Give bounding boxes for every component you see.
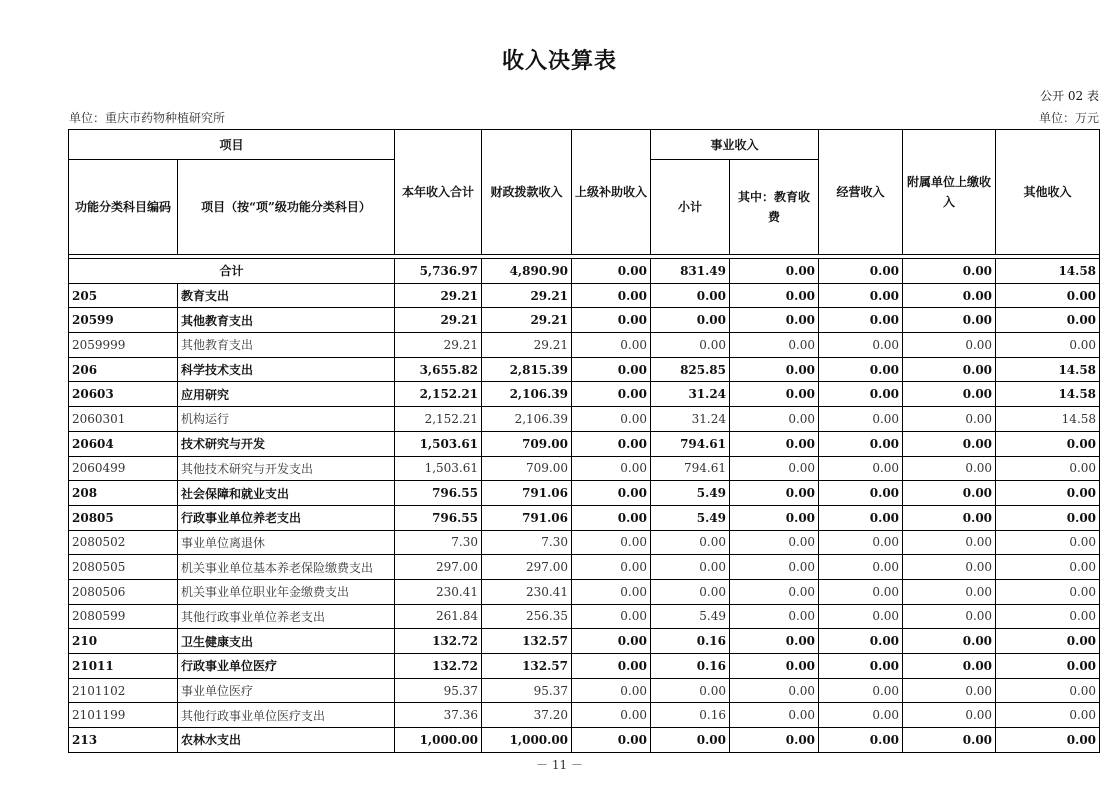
row-value: 709.00 [482,431,572,456]
page-title: 收入决算表 [501,48,617,74]
row-code: 20599 [69,308,178,333]
total-cell: 4,890.90 [482,259,572,284]
row-value: 297.00 [395,555,482,580]
row-name: 教育支出 [178,283,395,308]
table-row [69,604,1100,629]
row-value: 29.21 [395,308,482,333]
row-value: 791.06 [482,505,572,530]
row-value: 0.00 [996,308,1100,333]
total-label: 合计 [69,259,395,284]
row-value: 0.00 [996,678,1100,703]
row-value: 796.55 [395,481,482,506]
row-value: 0.00 [730,333,819,358]
row-value: 29.21 [482,308,572,333]
table-row [69,407,1100,432]
row-code: 210 [69,629,178,654]
row-value: 0.00 [819,703,903,728]
row-name: 科学技术支出 [178,357,395,382]
row-code: 2080506 [69,579,178,604]
row-value: 2,152.21 [395,382,482,407]
row-value: 0.00 [903,530,996,555]
header-superior-subsidy: 上级补助收入 [572,130,651,255]
row-code: 20805 [69,505,178,530]
row-value: 0.00 [819,283,903,308]
row-value: 2,106.39 [482,382,572,407]
table-row [69,431,1100,456]
header-project: 项目 [69,130,395,160]
row-value: 0.00 [819,728,903,753]
row-value: 1,000.00 [395,728,482,753]
row-value: 0.00 [730,678,819,703]
row-value: 0.00 [819,505,903,530]
row-value: 0.00 [572,357,651,382]
row-value: 0.00 [819,481,903,506]
header-other-income: 其他收入 [996,130,1100,255]
row-code: 20604 [69,431,178,456]
row-value: 0.00 [651,283,730,308]
row-value: 0.00 [730,407,819,432]
row-value: 132.57 [482,654,572,679]
row-value: 0.00 [730,481,819,506]
row-code: 2080502 [69,530,178,555]
row-name: 应用研究 [178,382,395,407]
row-value: 0.00 [819,308,903,333]
row-value: 0.00 [819,382,903,407]
row-value: 0.00 [572,407,651,432]
row-name: 事业单位医疗 [178,678,395,703]
table-row [69,579,1100,604]
row-value: 0.00 [730,703,819,728]
row-value: 95.37 [482,678,572,703]
row-value: 0.00 [819,678,903,703]
table-row [69,728,1100,753]
row-value: 5.49 [651,604,730,629]
row-value: 0.00 [903,505,996,530]
row-value: 0.00 [996,481,1100,506]
total-cell: 0.00 [903,259,996,284]
row-value: 0.00 [730,654,819,679]
row-value: 0.00 [903,703,996,728]
row-code: 2101102 [69,678,178,703]
header-affiliated-income: 附属单位上缴收入 [903,130,996,255]
row-name: 机关事业单位基本养老保险缴费支出 [178,555,395,580]
row-value: 31.24 [651,382,730,407]
row-code: 2060499 [69,456,178,481]
row-value: 0.00 [730,456,819,481]
row-value: 0.00 [572,283,651,308]
row-value: 230.41 [395,579,482,604]
row-value: 0.00 [730,308,819,333]
row-code: 21011 [69,654,178,679]
row-value: 0.16 [651,654,730,679]
row-value: 794.61 [651,456,730,481]
page-number: － 11 － [536,758,583,772]
row-value: 37.20 [482,703,572,728]
row-value: 0.00 [730,505,819,530]
row-value: 0.00 [996,431,1100,456]
row-value: 709.00 [482,456,572,481]
header-subtotal: 小计 [651,160,730,255]
row-code: 2060301 [69,407,178,432]
row-value: 0.00 [996,654,1100,679]
row-value: 0.00 [651,333,730,358]
row-value: 0.00 [996,703,1100,728]
unit-organization: 单位：重庆市药物种植研究所 [69,111,226,125]
row-value: 29.21 [482,283,572,308]
row-name: 机关事业单位职业年金缴费支出 [178,579,395,604]
row-value: 261.84 [395,604,482,629]
row-name: 行政事业单位养老支出 [178,505,395,530]
row-value: 0.00 [996,579,1100,604]
row-value: 0.00 [730,382,819,407]
row-name: 农林水支出 [178,728,395,753]
row-value: 0.00 [651,308,730,333]
row-value: 0.00 [903,407,996,432]
row-value: 0.00 [903,555,996,580]
total-cell: 0.00 [730,259,819,284]
row-value: 14.58 [996,407,1100,432]
row-value: 0.00 [996,629,1100,654]
table-row [69,308,1100,333]
row-value: 29.21 [482,333,572,358]
row-value: 0.00 [819,456,903,481]
row-value: 0.00 [572,456,651,481]
row-code: 20603 [69,382,178,407]
row-value: 0.00 [819,629,903,654]
row-value: 0.00 [819,555,903,580]
row-value: 0.00 [730,357,819,382]
row-value: 0.00 [903,333,996,358]
row-name: 其他技术研究与开发支出 [178,456,395,481]
row-value: 256.35 [482,604,572,629]
row-value: 0.00 [651,579,730,604]
row-value: 0.00 [819,579,903,604]
row-value: 0.00 [819,654,903,679]
table-row [69,703,1100,728]
row-name: 技术研究与开发 [178,431,395,456]
row-value: 0.00 [996,333,1100,358]
row-value: 0.00 [903,283,996,308]
row-value: 0.00 [996,456,1100,481]
row-value: 0.00 [572,555,651,580]
row-value: 0.00 [572,604,651,629]
row-value: 0.00 [651,678,730,703]
row-value: 132.72 [395,654,482,679]
table-row [69,530,1100,555]
row-name: 社会保障和就业支出 [178,481,395,506]
row-value: 0.00 [572,629,651,654]
total-cell: 5,736.97 [395,259,482,284]
table-row [69,283,1100,308]
row-name: 机构运行 [178,407,395,432]
row-value: 0.00 [996,604,1100,629]
row-value: 0.00 [730,579,819,604]
row-value: 0.00 [903,456,996,481]
total-cell: 831.49 [651,259,730,284]
header-business-income: 事业收入 [651,130,819,160]
row-value: 230.41 [482,579,572,604]
row-value: 95.37 [395,678,482,703]
row-value: 2,815.39 [482,357,572,382]
row-value: 0.00 [572,703,651,728]
row-code: 206 [69,357,178,382]
table-row [69,333,1100,358]
row-value: 0.00 [572,678,651,703]
row-value: 5.49 [651,505,730,530]
table-row [69,481,1100,506]
row-value: 0.16 [651,703,730,728]
total-row [69,259,1100,284]
row-value: 0.00 [903,678,996,703]
row-value: 7.30 [395,530,482,555]
row-code: 2101199 [69,703,178,728]
row-value: 5.49 [651,481,730,506]
row-value: 796.55 [395,505,482,530]
row-value: 0.00 [572,579,651,604]
row-value: 0.00 [651,728,730,753]
row-code: 2080599 [69,604,178,629]
header-item-name: 项目（按“项”级功能分类科目） [178,160,395,255]
row-value: 3,655.82 [395,357,482,382]
row-value: 29.21 [395,283,482,308]
table-row [69,357,1100,382]
row-code: 213 [69,728,178,753]
row-value: 0.00 [572,654,651,679]
row-code: 2059999 [69,333,178,358]
row-name: 事业单位离退休 [178,530,395,555]
row-value: 791.06 [482,481,572,506]
row-value: 0.00 [819,530,903,555]
row-value: 1,000.00 [482,728,572,753]
row-value: 0.00 [572,333,651,358]
row-value: 297.00 [482,555,572,580]
table-row [69,555,1100,580]
row-value: 1,503.61 [395,431,482,456]
row-value: 825.85 [651,357,730,382]
income-table [68,129,1100,753]
row-value: 0.00 [996,505,1100,530]
row-value: 0.00 [572,382,651,407]
row-name: 其他教育支出 [178,308,395,333]
row-value: 0.00 [572,505,651,530]
row-value: 0.16 [651,629,730,654]
row-value: 0.00 [903,382,996,407]
row-value: 0.00 [819,333,903,358]
row-value: 0.00 [903,654,996,679]
row-value: 0.00 [819,604,903,629]
total-cell: 0.00 [819,259,903,284]
row-value: 0.00 [903,308,996,333]
row-name: 其他行政事业单位养老支出 [178,604,395,629]
row-code: 208 [69,481,178,506]
table-row [69,505,1100,530]
row-value: 0.00 [730,629,819,654]
row-value: 132.72 [395,629,482,654]
row-code: 2080505 [69,555,178,580]
unit-currency: 单位：万元 [1038,111,1099,125]
row-value: 0.00 [572,530,651,555]
header-education-fee: 其中：教育收费 [730,160,819,255]
row-value: 0.00 [730,283,819,308]
row-value: 132.57 [482,629,572,654]
row-value: 0.00 [730,728,819,753]
table-row [69,654,1100,679]
row-value: 0.00 [819,431,903,456]
row-name: 其他行政事业单位医疗支出 [178,703,395,728]
row-value: 29.21 [395,333,482,358]
header-total-income: 本年收入合计 [395,130,482,255]
row-name: 卫生健康支出 [178,629,395,654]
row-value: 0.00 [730,431,819,456]
row-value: 0.00 [819,407,903,432]
row-value: 0.00 [572,431,651,456]
row-value: 0.00 [996,728,1100,753]
row-value: 0.00 [903,728,996,753]
row-value: 0.00 [903,579,996,604]
row-value: 0.00 [903,604,996,629]
row-value: 0.00 [903,629,996,654]
row-value: 0.00 [996,530,1100,555]
row-value: 0.00 [903,481,996,506]
row-value: 0.00 [572,728,651,753]
table-row [69,456,1100,481]
row-value: 0.00 [730,555,819,580]
row-value: 0.00 [651,530,730,555]
table-row [69,382,1100,407]
row-value: 14.58 [996,357,1100,382]
header-operating-income: 经营收入 [819,130,903,255]
row-value: 794.61 [651,431,730,456]
row-value: 37.36 [395,703,482,728]
total-cell: 0.00 [572,259,651,284]
header-fiscal-income: 财政拨款收入 [482,130,572,255]
row-value: 0.00 [572,481,651,506]
row-value: 7.30 [482,530,572,555]
row-value: 1,503.61 [395,456,482,481]
row-value: 0.00 [996,283,1100,308]
header-code: 功能分类科目编码 [69,160,178,255]
row-value: 0.00 [651,555,730,580]
form-number: 公开 02 表 [1040,89,1099,103]
row-value: 0.00 [730,530,819,555]
row-code: 205 [69,283,178,308]
table-row [69,678,1100,703]
row-value: 0.00 [903,431,996,456]
row-value: 31.24 [651,407,730,432]
row-value: 2,106.39 [482,407,572,432]
table-row [69,629,1100,654]
row-name: 行政事业单位医疗 [178,654,395,679]
row-value: 14.58 [996,382,1100,407]
row-value: 2,152.21 [395,407,482,432]
row-value: 0.00 [996,555,1100,580]
total-cell: 14.58 [996,259,1100,284]
row-value: 0.00 [819,357,903,382]
row-value: 0.00 [903,357,996,382]
row-value: 0.00 [572,308,651,333]
row-value: 0.00 [730,604,819,629]
row-name: 其他教育支出 [178,333,395,358]
